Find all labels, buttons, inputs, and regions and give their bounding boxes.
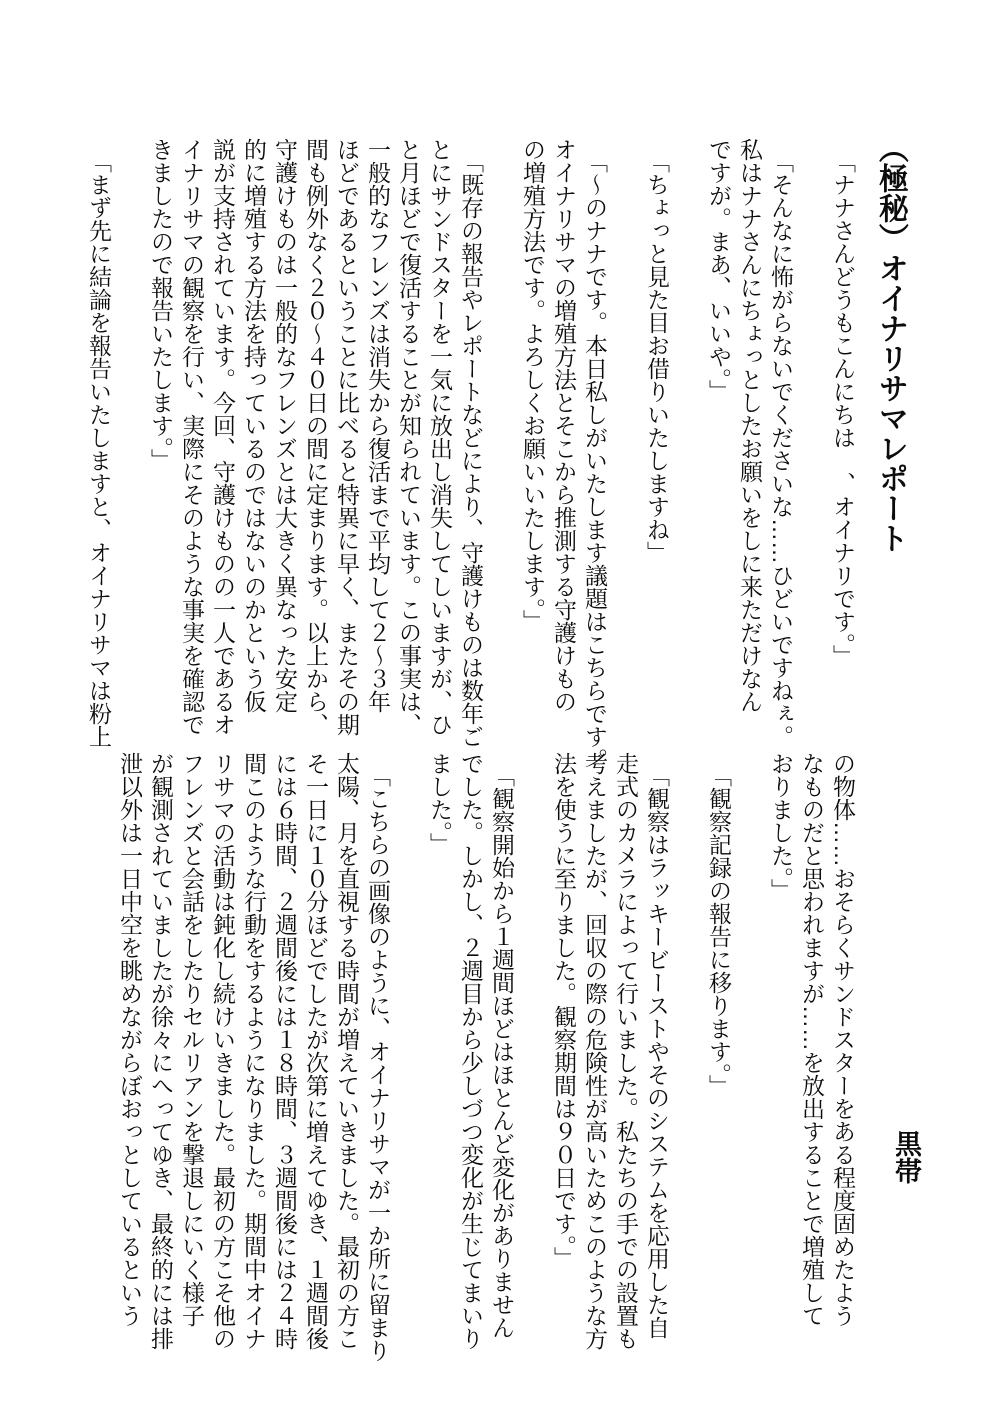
text-line: 「まず先に結論を報告いたしますと、オイナリサマは粉上 <box>86 150 112 748</box>
text-line: が観測されていましたが徐々にへってゆき、最終的には排 <box>148 752 174 1350</box>
text-line: おりました。」 <box>768 752 794 902</box>
text-line: イナリサマの観察を行い、実際にそのような事実を確認で <box>179 138 205 736</box>
text-line: とにサンドスターを一気に放出し消失してしいますが、ひ <box>427 138 453 736</box>
paragraph <box>765 752 858 1362</box>
text-line: なものだと思われますが……を放出することで増殖して <box>799 752 825 1327</box>
paragraph <box>548 752 672 1362</box>
text-line: 法を使うに至りました。観察期間は９０日です。」 <box>551 752 577 1270</box>
paragraph <box>145 138 486 771</box>
text-line: 一般的なフレンズは消失から復活まで平均して２〜３年 <box>365 138 391 713</box>
text-line: と月ほどで復活することが知られています。この事実は、 <box>396 138 422 736</box>
paragraph <box>641 138 672 771</box>
text-line: 説が支持されています。今回、守護けものの一人であるオ <box>210 138 236 736</box>
top-text-band <box>83 138 858 771</box>
text-line: 間このような行動をするようになりました。期間中オイナ <box>241 752 267 1350</box>
text-line: でした。しかし、２週目から少しづつ変化が生じてまいり <box>458 752 484 1350</box>
paragraph <box>827 138 858 771</box>
author-name: 黒帯 <box>891 1130 921 1184</box>
text-line: リサマの活動は鈍化し続けいきました。最初の方こそ他の <box>210 752 236 1350</box>
paragraph <box>703 752 734 1362</box>
text-line: ほどであるということに比べると特異に早く、またその期 <box>334 138 360 736</box>
text-line: フレンズと会話をしたりセルリアンを撃退しにいく様子 <box>179 752 205 1327</box>
text-line: 間も例外なく２０〜４０日の間に定まります。以上から、 <box>303 138 329 736</box>
text-line: 走式のカメラによって行いました。私たちの手での設置も <box>613 752 639 1350</box>
text-line: 「観察はラッキービーストやそのシステムを応用した自 <box>644 764 670 1339</box>
text-line: 「観察記録の報告に移ります。」 <box>706 764 732 1098</box>
text-line: 守護けものは一般的なフレンズとは大きく異なった安定 <box>272 138 298 713</box>
text-line: 「観察開始から１週間ほどはほとんど変化がありません <box>489 764 515 1339</box>
text-line: 「こちらの画像のように、オイナリサマが一か所に留まり <box>365 764 391 1362</box>
text-line: の増殖方法です。よろしくお願いいたします。」 <box>520 138 546 633</box>
report-title: （極秘）オイナリサマレポート <box>873 133 907 553</box>
text-line: 泄以外は一日中空を眺めながらぼおっとしているという <box>117 752 143 1327</box>
text-line: そ一日に１０分ほどでしたが次第に増えてゆき、１週間後 <box>303 752 329 1350</box>
paragraph <box>114 752 393 1362</box>
text-line: 「既存の報告やレポートなどにより、守護けものは数年ご <box>458 150 484 748</box>
paragraph <box>517 138 610 771</box>
text-line: 「ちょっと見た目お借りいたしますね」 <box>644 150 670 564</box>
paragraph <box>703 138 796 771</box>
paragraph <box>424 752 517 1362</box>
text-line: 太陽、月を直視する時間が増えていきました。最初の方こ <box>334 752 360 1350</box>
text-line: きましたので報告いたします。」 <box>148 138 174 472</box>
paragraph <box>83 138 114 771</box>
text-line: ですが。まあ、いいや。」 <box>706 138 732 403</box>
text-line: 考えましたが、回収の際の危険性が高いためこのような方 <box>582 752 608 1350</box>
text-line: 私はナナさんにちょっとしたお願いをしに来ただけなん <box>737 138 763 713</box>
text-line: ました。」 <box>427 752 453 856</box>
text-line: 「〜のナナです。本日私しがいたします議題はこちらです。 <box>582 150 608 771</box>
text-line: 的に増殖する方法を持っているのではないのかという仮 <box>241 138 267 713</box>
text-line: 「そんなに怖がらないでくださいな……ひどいですねぇ。 <box>768 150 794 748</box>
text-line: オイナリサマの増殖方法とそこから推測する守護けもの <box>551 138 577 713</box>
text-line: の物体……おそらくサンドスターをある程度固めたよう <box>830 752 856 1327</box>
text-line: には６時間、２週間後には１８時間、３週間後には２４時 <box>272 752 298 1350</box>
bottom-text-band <box>114 752 858 1362</box>
text-line: 「ナナさんどうもこんにちは 、オイナリです。」 <box>830 150 856 668</box>
